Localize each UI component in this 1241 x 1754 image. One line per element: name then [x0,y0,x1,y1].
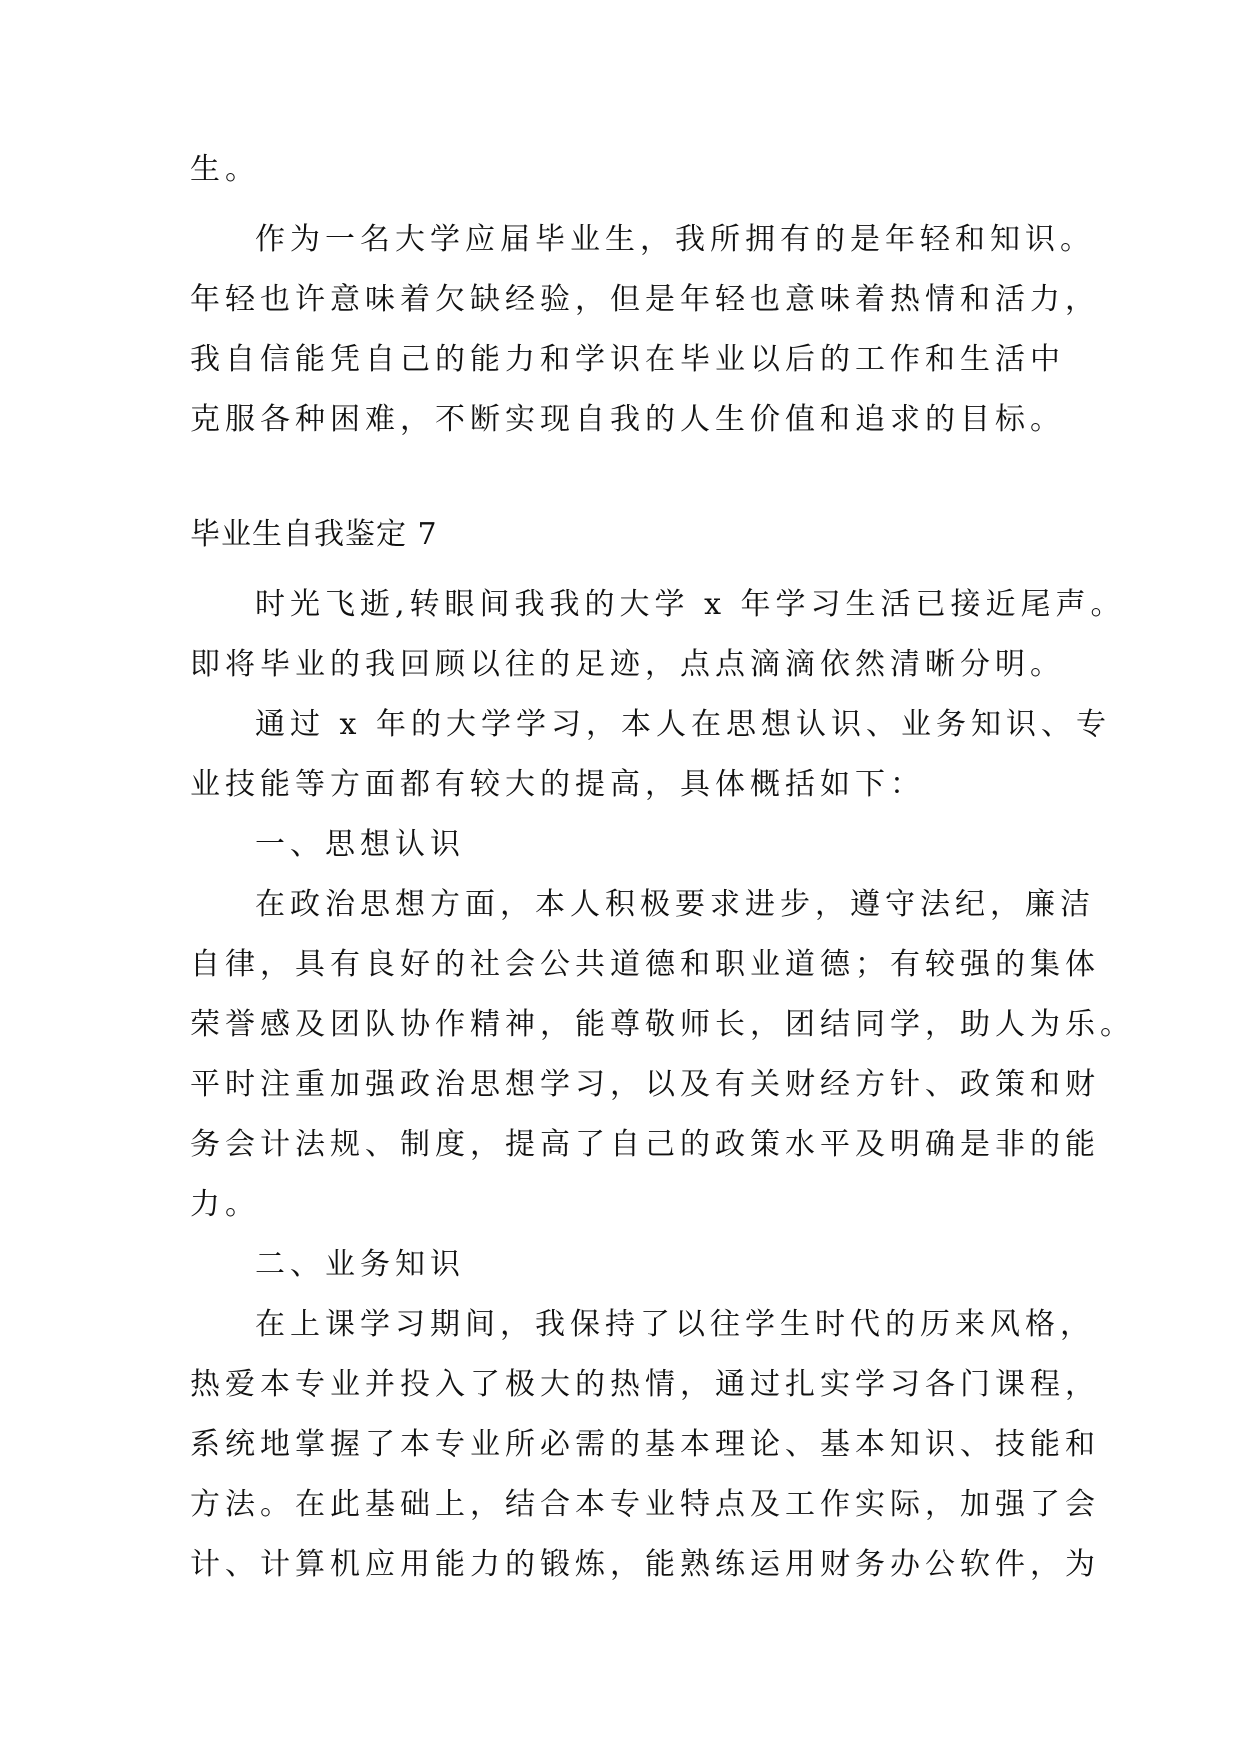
text-line: 即将毕业的我回顾以往的足迹，点点滴滴依然清晰分明。 [190,647,1065,682]
paragraph-first-line: 在政治思想方面，本人积极要求进步，遵守法纪，廉洁 [255,887,1095,922]
text-line: 克服各种困难，不断实现自我的人生价值和追求的目标。 [190,402,1065,437]
paragraph-first-line: 时光飞逝,转眼间我我的大学 x 年学习生活已接近尾声。 [255,587,1126,622]
text-line: 热爱本专业并投入了极大的热情，通过扎实学习各门课程， [190,1367,1100,1402]
section-title: 毕业生自我鉴定 7 [190,517,438,552]
paragraph-first-line: 通过 x 年的大学学习，本人在思想认识、业务知识、专 [255,707,1111,742]
text-line: 平时注重加强政治思想学习，以及有关财经方针、政策和财 [190,1067,1100,1102]
subsection-heading: 二、业务知识 [255,1247,465,1282]
paragraph-first-line: 在上课学习期间，我保持了以往学生时代的历来风格， [255,1307,1095,1342]
text-line: 务会计法规、制度，提高了自己的政策水平及明确是非的能 [190,1127,1100,1162]
text-line: 方法。在此基础上，结合本专业特点及工作实际，加强了会 [190,1487,1100,1522]
subsection-heading: 一、思想认识 [255,827,465,862]
text-line: 我自信能凭自己的能力和学识在毕业以后的工作和生活中 [190,342,1065,377]
text-line: 生。 [190,152,260,187]
text-line: 计、计算机应用能力的锻炼，能熟练运用财务办公软件，为 [190,1547,1100,1582]
text-line: 力。 [190,1187,260,1222]
text-line: 业技能等方面都有较大的提高，具体概括如下： [190,767,925,802]
text-line: 系统地掌握了本专业所必需的基本理论、基本知识、技能和 [190,1427,1100,1462]
text-line: 年轻也许意味着欠缺经验，但是年轻也意味着热情和活力， [190,282,1100,317]
text-line: 荣誉感及团队协作精神，能尊敬师长，团结同学，助人为乐。 [190,1007,1135,1042]
text-line: 自律，具有良好的社会公共道德和职业道德；有较强的集体 [190,947,1100,982]
paragraph-first-line: 作为一名大学应届毕业生，我所拥有的是年轻和知识。 [255,222,1095,257]
